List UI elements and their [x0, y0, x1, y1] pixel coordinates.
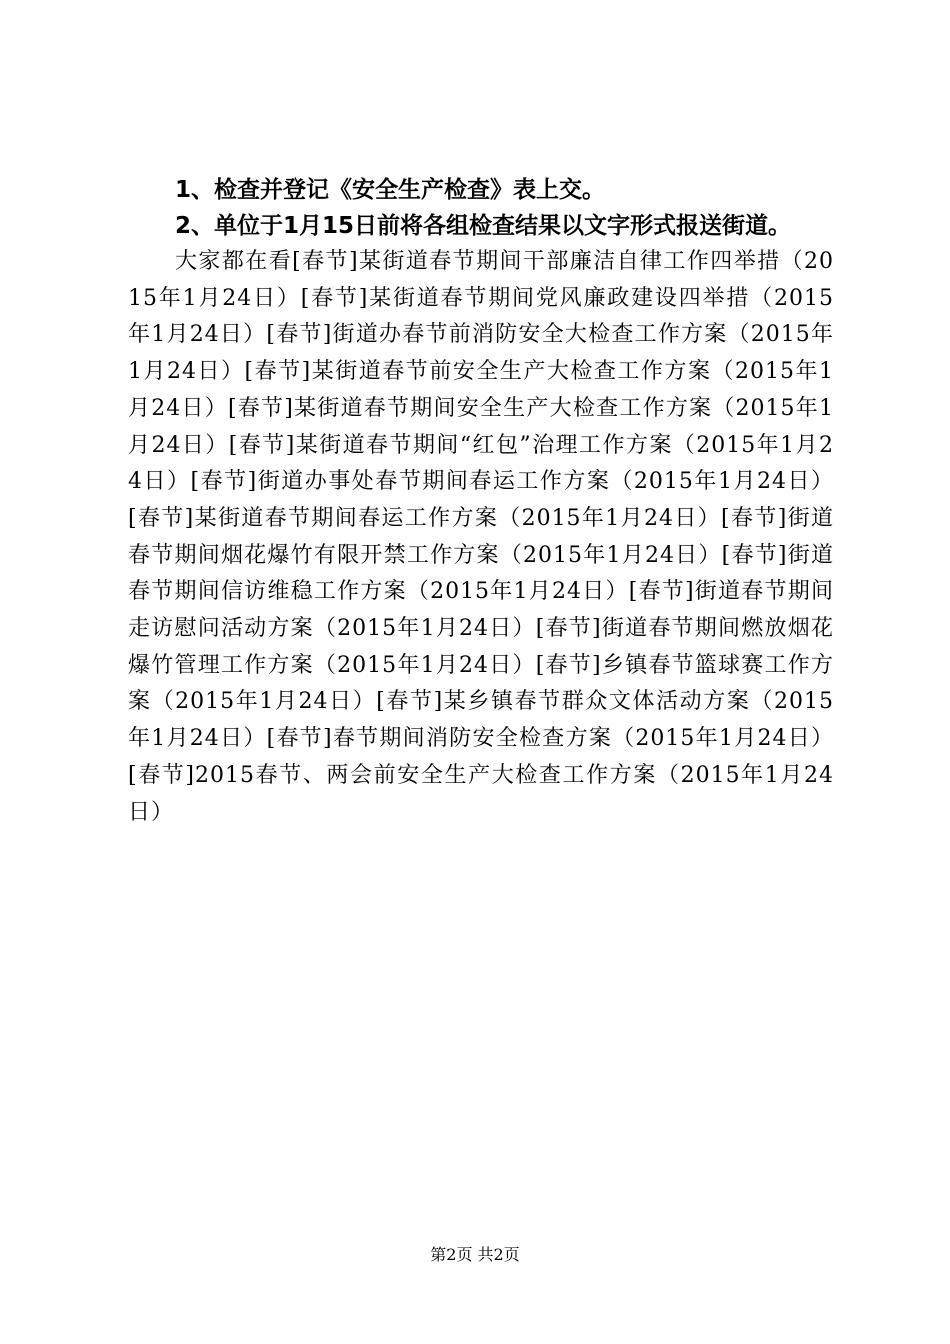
document-content [128, 172, 834, 831]
list-item-inspection-register: 1、检查并登记《安全生产检查》表上交。 [175, 177, 606, 203]
page-number-footer: 第2页 共2页 [430, 1245, 520, 1264]
related-articles-paragraph: 大家都在看[春节]某街道春节期间干部廉洁自律工作四举措（2015年1月24日）[春节]某街道春节期间党风廉政建设四举措（2015年1月24日）[春节]街道办春节前消防安全大检查工作方案（2015年1月24日）[春节]某街道春节前安全生产大检查工作方案（2015年1月24日）[春节]某街道春节期间安全生产大检查工作方案（2015年1月24日）[春节]某街道春节期间“红包”治理工作方案（2015年1月24日）[春节]街道办事处春节期间春运工作方案（2015年1月24日）[春节]某街道春节期间春运工作方案（2015年1月24日）[春节]街道春节期间烟花爆竹有限开禁工作方案（2015年1月24日）[春节]街道春节期间信访维稳工作方案（2015年1月24日）[春节]街道春节期间走访慰问活动方案（2015年1月24日）[春节]街道春节期间燃放烟花爆竹管理工作方案（2015年1月24日）[春节]乡镇春节篮球赛工作方案（2015年1月24日）[春节]某乡镇春节群众文体活动方案（2015年1月24日）[春节]春节期间消防安全检查方案（2015年1月24日）[春节]2015春节、两会前安全生产大检查工作方案（2015年1月24日） [128, 249, 834, 825]
list-item-report-deadline: 2、单位于1月15日前将各组检查结果以文字形式报送街道。 [175, 213, 792, 239]
